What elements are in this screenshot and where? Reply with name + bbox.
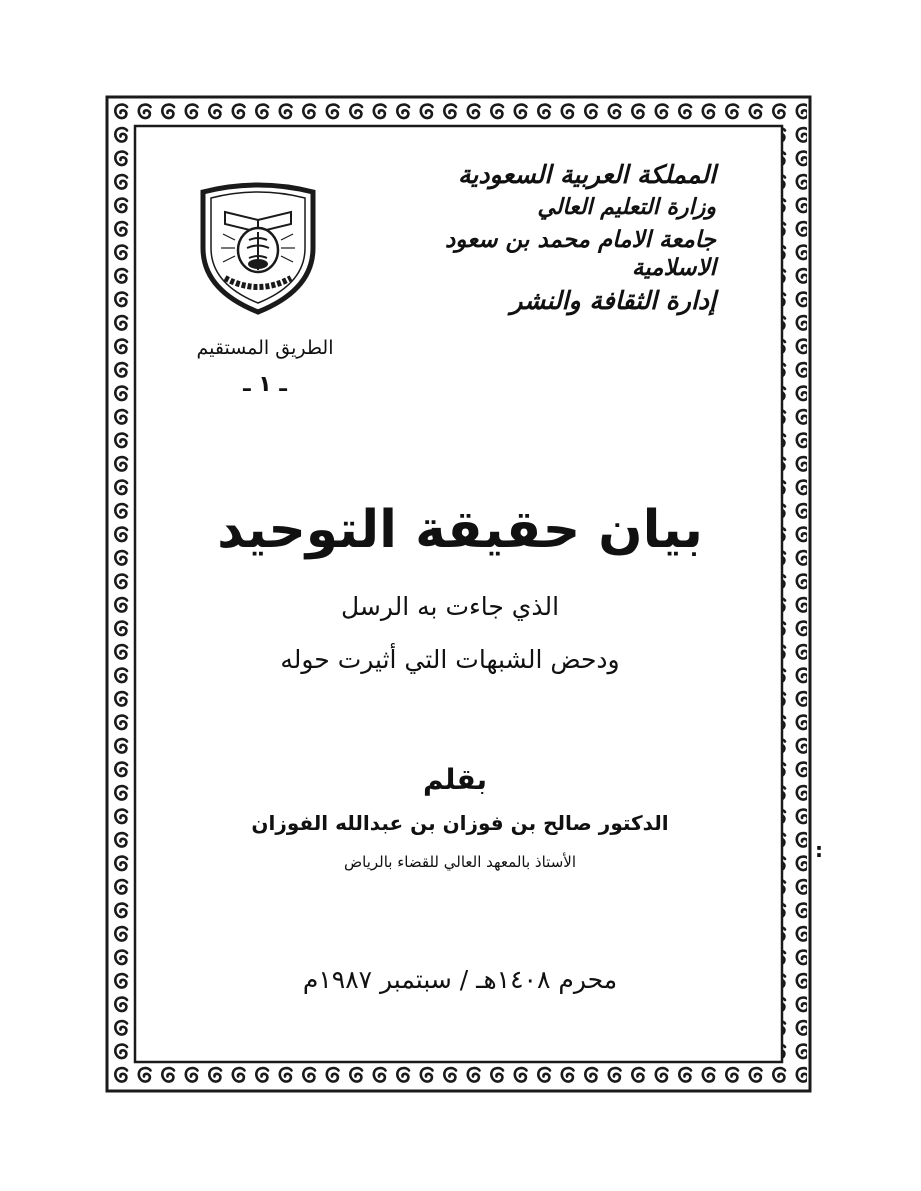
subtitle-line-1: الذي جاءت به الرسل — [340, 592, 560, 621]
author-affiliation: الأستاذ بالمعهد العالي للقضاء بالرياض — [344, 853, 576, 871]
header-kingdom: المملكة العربية السعودية — [457, 160, 716, 189]
subtitle-line-2: ودحض الشبهات التي أثيرت حوله — [280, 645, 620, 674]
university-emblem-icon — [195, 178, 321, 316]
series-number: ـ ١ ـ — [243, 372, 287, 397]
header-university: جامعة الامام محمد بن سعود الاسلامية — [444, 226, 716, 281]
publication-date: محرم ١٤٠٨هـ / سبتمبر ١٩٨٧م — [302, 965, 618, 994]
header-department: إدارة الثقافة والنشر — [510, 285, 716, 315]
margin-mark: : — [815, 838, 823, 862]
header-ministry: وزارة التعليم العالي — [537, 194, 716, 220]
institution-header — [396, 160, 716, 316]
by-label: بقلم — [422, 763, 488, 796]
book-title: بيان حقيقة التوحيد — [217, 500, 703, 560]
author-name: الدكتور صالح بن فوزان بن عبدالله الفوزان — [251, 811, 669, 835]
series-name: الطريق المستقيم — [196, 337, 334, 359]
